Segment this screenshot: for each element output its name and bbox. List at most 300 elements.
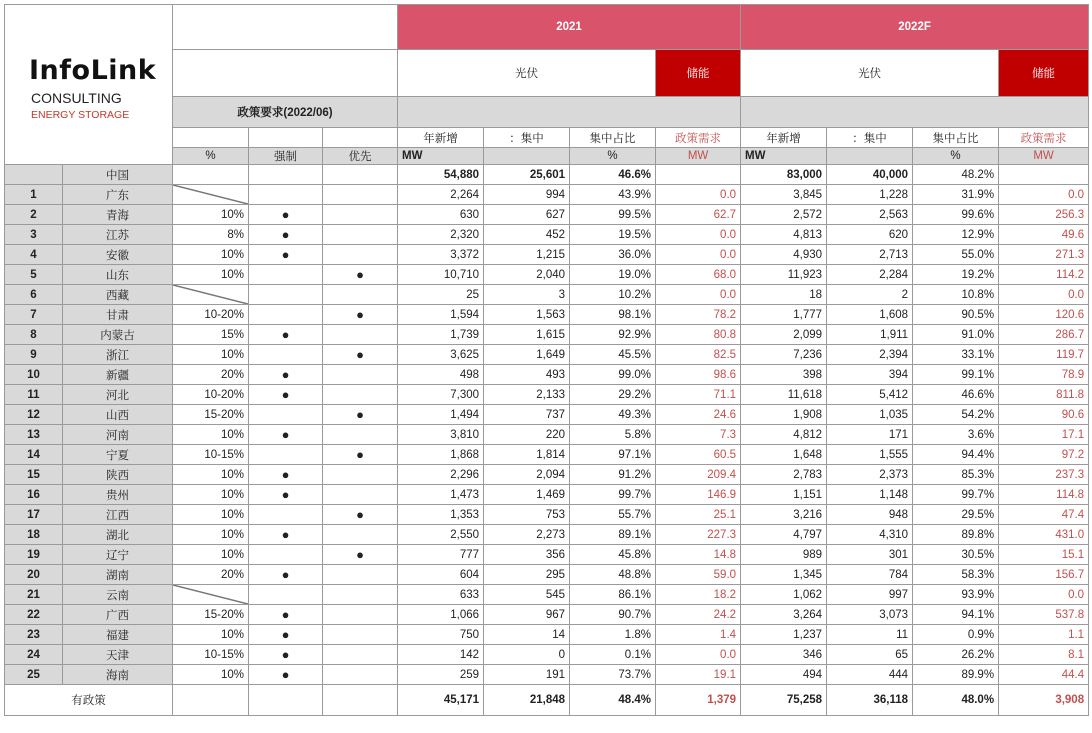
- china-2021-ratio: 46.6%: [570, 165, 656, 185]
- pv-2021-ratio: 36.0%: [570, 245, 656, 265]
- policy-pct-na: [173, 285, 249, 305]
- pv-2022-central: 948: [827, 505, 913, 525]
- row-number: 17: [5, 505, 63, 525]
- storage-2022-demand: 0.0: [999, 585, 1089, 605]
- pv-2021-new: 7,300: [398, 385, 484, 405]
- pv-2022-central: 444: [827, 665, 913, 685]
- row-number: 21: [5, 585, 63, 605]
- table-row: [5, 625, 1089, 645]
- storage-2021-demand: 1.4: [656, 625, 741, 645]
- force-marker: ●: [249, 385, 323, 405]
- storage-2021-demand: 59.0: [656, 565, 741, 585]
- pv-2021-central: 1,814: [484, 445, 570, 465]
- policy-pct: 10%: [173, 465, 249, 485]
- pv-2021-central: 2,094: [484, 465, 570, 485]
- table-row: [5, 465, 1089, 485]
- force-marker: ●: [249, 485, 323, 505]
- force-marker: [249, 405, 323, 425]
- pv-2022-central: 1,148: [827, 485, 913, 505]
- col-ratio-2021: 集中占比: [570, 128, 656, 148]
- pv-2022-central: 1,555: [827, 445, 913, 465]
- china-row: [5, 165, 1089, 185]
- unit-priority: 优先: [323, 148, 398, 165]
- pv-2021-new: 259: [398, 665, 484, 685]
- pv-2021-new: 2,296: [398, 465, 484, 485]
- force-marker: [249, 285, 323, 305]
- policy-pct: 10%: [173, 245, 249, 265]
- total-prio: [323, 685, 398, 716]
- row-number: 23: [5, 625, 63, 645]
- pv-2021-new: 498: [398, 365, 484, 385]
- table-row: [5, 405, 1089, 425]
- policy-pct: 10-15%: [173, 445, 249, 465]
- priority-marker: [323, 465, 398, 485]
- province-name: 广东: [63, 185, 173, 205]
- pv-2022-new: 1,345: [741, 565, 827, 585]
- force-marker: ●: [249, 205, 323, 225]
- force-marker: [249, 345, 323, 365]
- unit-blank-2022: [827, 148, 913, 165]
- table-row: [5, 585, 1089, 605]
- province-name: 内蒙古: [63, 325, 173, 345]
- pv-2022-ratio: 55.0%: [913, 245, 999, 265]
- pv-2022-new: 1,648: [741, 445, 827, 465]
- table-row: [5, 525, 1089, 545]
- storage-2022-demand: 271.3: [999, 245, 1089, 265]
- province-name: 新疆: [63, 365, 173, 385]
- row-number: 7: [5, 305, 63, 325]
- pv-2022-ratio: 89.8%: [913, 525, 999, 545]
- pv-2022-ratio: 58.3%: [913, 565, 999, 585]
- storage-2022-demand: 0.0: [999, 185, 1089, 205]
- storage-2021-demand: 0.0: [656, 185, 741, 205]
- pv-2022-central: 171: [827, 425, 913, 445]
- priority-marker: ●: [323, 545, 398, 565]
- table-row: [5, 605, 1089, 625]
- table-row: [5, 645, 1089, 665]
- pv-2021-central: 2,273: [484, 525, 570, 545]
- storage-2022-demand: 47.4: [999, 505, 1089, 525]
- row-number: 13: [5, 425, 63, 445]
- pv-2021-central: 627: [484, 205, 570, 225]
- pv-2022-central: 1,608: [827, 305, 913, 325]
- priority-marker: [323, 605, 398, 625]
- pv-2021-central: 1,649: [484, 345, 570, 365]
- policy-pct: 15%: [173, 325, 249, 345]
- row-number: 19: [5, 545, 63, 565]
- blank-header: [173, 5, 398, 50]
- pv-2021-central: 1,469: [484, 485, 570, 505]
- table-row: [5, 205, 1089, 225]
- col-demand-2022: 政策需求: [999, 128, 1089, 148]
- policy-requirement-header: 政策要求(2022/06): [173, 97, 398, 128]
- priority-marker: [323, 365, 398, 385]
- china-2022-central: 40,000: [827, 165, 913, 185]
- diagonal-slash: [173, 285, 248, 304]
- pv-2021-central: 1,563: [484, 305, 570, 325]
- row-number: 20: [5, 565, 63, 585]
- priority-marker: ●: [323, 265, 398, 285]
- storage-2021-demand: 209.4: [656, 465, 741, 485]
- storage-2022-demand: 90.6: [999, 405, 1089, 425]
- total-2021-new: 45,171: [398, 685, 484, 716]
- force-marker: ●: [249, 625, 323, 645]
- pv-2022-ratio: 54.2%: [913, 405, 999, 425]
- province-name: 安徽: [63, 245, 173, 265]
- storage-2021-demand: 60.5: [656, 445, 741, 465]
- pv-2021-central: 1,215: [484, 245, 570, 265]
- storage-2022-demand: 237.3: [999, 465, 1089, 485]
- storage-2021-demand: 78.2: [656, 305, 741, 325]
- force-marker: ●: [249, 605, 323, 625]
- pv-2022-ratio: 46.6%: [913, 385, 999, 405]
- storage-2021-demand: 14.8: [656, 545, 741, 565]
- province-name: 天津: [63, 645, 173, 665]
- storage-2022-demand: 49.6: [999, 225, 1089, 245]
- pv-2022-ratio: 89.9%: [913, 665, 999, 685]
- storage-2022-demand: 114.8: [999, 485, 1089, 505]
- pv-2022-header: 光伏: [741, 50, 999, 97]
- force-marker: [249, 445, 323, 465]
- table-row: [5, 225, 1089, 245]
- pv-2022-ratio: 10.8%: [913, 285, 999, 305]
- pv-2021-new: 1,868: [398, 445, 484, 465]
- pv-2021-ratio: 29.2%: [570, 385, 656, 405]
- pv-2022-central: 1,035: [827, 405, 913, 425]
- table-row: [5, 305, 1089, 325]
- policy-pct: 10-20%: [173, 385, 249, 405]
- pv-2022-new: 3,216: [741, 505, 827, 525]
- force-marker: ●: [249, 245, 323, 265]
- pv-2021-header: 光伏: [398, 50, 656, 97]
- policy-pct: 10%: [173, 485, 249, 505]
- pv-2021-central: 1,615: [484, 325, 570, 345]
- china-2021-demand: [656, 165, 741, 185]
- pv-2021-ratio: 73.7%: [570, 665, 656, 685]
- pv-2022-ratio: 33.1%: [913, 345, 999, 365]
- storage-2021-demand: 146.9: [656, 485, 741, 505]
- table-row: [5, 665, 1089, 685]
- province-name: 山西: [63, 405, 173, 425]
- pv-2022-central: 2,563: [827, 205, 913, 225]
- pv-2021-ratio: 43.9%: [570, 185, 656, 205]
- unit-pct: %: [173, 148, 249, 165]
- province-name: 河南: [63, 425, 173, 445]
- policy-pct: 10%: [173, 265, 249, 285]
- force-marker: ●: [249, 425, 323, 445]
- row-number: 25: [5, 665, 63, 685]
- province-name: 河北: [63, 385, 173, 405]
- province-name: 浙江: [63, 345, 173, 365]
- pv-2022-new: 989: [741, 545, 827, 565]
- pv-2022-ratio: 93.9%: [913, 585, 999, 605]
- row-number: 22: [5, 605, 63, 625]
- priority-marker: [323, 565, 398, 585]
- priority-marker: [323, 665, 398, 685]
- priority-marker: [323, 285, 398, 305]
- col-new-2021: 年新增: [398, 128, 484, 148]
- province-name: 湖北: [63, 525, 173, 545]
- storage-policy-table: [4, 4, 1089, 716]
- force-marker: ●: [249, 565, 323, 585]
- pv-2021-ratio: 98.1%: [570, 305, 656, 325]
- pv-2021-central: 493: [484, 365, 570, 385]
- blank-sub-1: [173, 128, 249, 148]
- pv-2022-central: 2,713: [827, 245, 913, 265]
- blank-header-2: [173, 50, 398, 97]
- province-name: 辽宁: [63, 545, 173, 565]
- pv-2022-ratio: 94.1%: [913, 605, 999, 625]
- storage-2021-demand: 0.0: [656, 225, 741, 245]
- pv-2022-central: 301: [827, 545, 913, 565]
- pv-2022-new: 11,923: [741, 265, 827, 285]
- priority-marker: ●: [323, 445, 398, 465]
- col-demand-2021: 政策需求: [656, 128, 741, 148]
- pv-2022-ratio: 26.2%: [913, 645, 999, 665]
- province-rows: [5, 185, 1089, 685]
- row-number: 12: [5, 405, 63, 425]
- storage-2021-demand: 98.6: [656, 365, 741, 385]
- pv-2021-ratio: 91.2%: [570, 465, 656, 485]
- pv-2022-ratio: 12.9%: [913, 225, 999, 245]
- unit-mw-2021: MW: [398, 148, 484, 165]
- row-number: 15: [5, 465, 63, 485]
- pv-2022-new: 11,618: [741, 385, 827, 405]
- row-number: 8: [5, 325, 63, 345]
- pv-2021-new: 750: [398, 625, 484, 645]
- pv-2022-ratio: 29.5%: [913, 505, 999, 525]
- pv-2021-ratio: 49.3%: [570, 405, 656, 425]
- pv-2022-central: 2,373: [827, 465, 913, 485]
- pv-2021-new: 1,494: [398, 405, 484, 425]
- force-marker: ●: [249, 525, 323, 545]
- blank-sub-2: [249, 128, 323, 148]
- policy-pct: 10%: [173, 625, 249, 645]
- policy-pct: 15-20%: [173, 405, 249, 425]
- pv-2021-central: 753: [484, 505, 570, 525]
- policy-pct: 10-15%: [173, 645, 249, 665]
- logo-subtitle: CONSULTING: [31, 90, 122, 106]
- pv-2022-new: 2,572: [741, 205, 827, 225]
- force-marker: [249, 585, 323, 605]
- table-row: [5, 365, 1089, 385]
- pv-2021-ratio: 99.7%: [570, 485, 656, 505]
- pv-2021-new: 604: [398, 565, 484, 585]
- policy-pct-na: [173, 585, 249, 605]
- pv-2021-ratio: 99.0%: [570, 365, 656, 385]
- china-force: [249, 165, 323, 185]
- pv-2021-new: 3,625: [398, 345, 484, 365]
- province-name: 海南: [63, 665, 173, 685]
- pv-2022-ratio: 3.6%: [913, 425, 999, 445]
- storage-2022-demand: 78.9: [999, 365, 1089, 385]
- priority-marker: [323, 645, 398, 665]
- pv-2022-new: 1,151: [741, 485, 827, 505]
- pv-2022-ratio: 99.1%: [913, 365, 999, 385]
- storage-2021-demand: 62.7: [656, 205, 741, 225]
- row-number: 3: [5, 225, 63, 245]
- year-2022f-header: 2022F: [741, 5, 1089, 50]
- pv-2022-new: 3,845: [741, 185, 827, 205]
- row-number: 9: [5, 345, 63, 365]
- storage-2022-demand: 256.3: [999, 205, 1089, 225]
- policy-pct: 10%: [173, 665, 249, 685]
- storage-2021-demand: 68.0: [656, 265, 741, 285]
- policy-pct: 20%: [173, 565, 249, 585]
- pv-2022-central: 5,412: [827, 385, 913, 405]
- province-name: 云南: [63, 585, 173, 605]
- province-name: 贵州: [63, 485, 173, 505]
- pv-2022-new: 4,930: [741, 245, 827, 265]
- pv-2021-ratio: 92.9%: [570, 325, 656, 345]
- force-marker: [249, 185, 323, 205]
- pv-2021-central: 3: [484, 285, 570, 305]
- storage-2022-demand: 1.1: [999, 625, 1089, 645]
- pv-2021-new: 10,710: [398, 265, 484, 285]
- row-number: 5: [5, 265, 63, 285]
- pv-2021-ratio: 97.1%: [570, 445, 656, 465]
- unit-mw-red-2021: MW: [656, 148, 741, 165]
- table-row: [5, 185, 1089, 205]
- priority-marker: [323, 625, 398, 645]
- policy-pct: 15-20%: [173, 605, 249, 625]
- china-2021-central: 25,601: [484, 165, 570, 185]
- logo-block: [5, 5, 173, 165]
- province-name: 福建: [63, 625, 173, 645]
- pv-2022-ratio: 85.3%: [913, 465, 999, 485]
- table-row: [5, 485, 1089, 505]
- storage-2022-demand: 97.2: [999, 445, 1089, 465]
- pv-2021-central: 14: [484, 625, 570, 645]
- pv-2022-central: 784: [827, 565, 913, 585]
- pv-2021-new: 1,066: [398, 605, 484, 625]
- storage-2021-demand: 24.2: [656, 605, 741, 625]
- logo-tagline: ENERGY STORAGE: [31, 109, 130, 121]
- table-row: [5, 285, 1089, 305]
- province-name: 广西: [63, 605, 173, 625]
- row-number: 24: [5, 645, 63, 665]
- unit-mw-2022: MW: [741, 148, 827, 165]
- unit-force: 强制: [249, 148, 323, 165]
- pv-2022-ratio: 19.2%: [913, 265, 999, 285]
- priority-marker: [323, 585, 398, 605]
- force-marker: ●: [249, 225, 323, 245]
- pv-2021-ratio: 1.8%: [570, 625, 656, 645]
- pv-2021-ratio: 10.2%: [570, 285, 656, 305]
- pv-2022-central: 4,310: [827, 525, 913, 545]
- policy-pct: 20%: [173, 365, 249, 385]
- storage-2022-demand: 120.6: [999, 305, 1089, 325]
- pv-2022-central: 11: [827, 625, 913, 645]
- storage-2022-demand: 286.7: [999, 325, 1089, 345]
- pv-2021-central: 545: [484, 585, 570, 605]
- row-number: 2: [5, 205, 63, 225]
- province-name: 陕西: [63, 465, 173, 485]
- priority-marker: [323, 525, 398, 545]
- china-2022-ratio: 48.2%: [913, 165, 999, 185]
- force-marker: [249, 545, 323, 565]
- province-name: 江西: [63, 505, 173, 525]
- pv-2021-ratio: 45.5%: [570, 345, 656, 365]
- policy-pct: 10%: [173, 205, 249, 225]
- pv-2022-ratio: 94.4%: [913, 445, 999, 465]
- total-2021-demand: 1,379: [656, 685, 741, 716]
- storage-2021-demand: 25.1: [656, 505, 741, 525]
- china-name: 中国: [63, 165, 173, 185]
- row-number: 10: [5, 365, 63, 385]
- pv-2021-new: 777: [398, 545, 484, 565]
- pv-2021-new: 3,810: [398, 425, 484, 445]
- storage-2022-demand: 0.0: [999, 285, 1089, 305]
- pv-2022-central: 394: [827, 365, 913, 385]
- force-marker: [249, 265, 323, 285]
- pv-2021-new: 1,739: [398, 325, 484, 345]
- col-new-2022: 年新增: [741, 128, 827, 148]
- policy-pct: 10%: [173, 545, 249, 565]
- pv-2021-new: 630: [398, 205, 484, 225]
- total-row: [5, 685, 1089, 716]
- priority-marker: [323, 245, 398, 265]
- storage-2021-demand: 0.0: [656, 285, 741, 305]
- pv-2022-central: 1,228: [827, 185, 913, 205]
- china-2021-new: 54,880: [398, 165, 484, 185]
- table-row: [5, 445, 1089, 465]
- pv-2022-central: 620: [827, 225, 913, 245]
- diagonal-slash: [173, 585, 248, 604]
- storage-2022-demand: 537.8: [999, 605, 1089, 625]
- china-pct: [173, 165, 249, 185]
- priority-marker: [323, 325, 398, 345]
- pv-2021-new: 2,264: [398, 185, 484, 205]
- storage-2022-demand: 8.1: [999, 645, 1089, 665]
- province-name: 宁夏: [63, 445, 173, 465]
- storage-2021-demand: 18.2: [656, 585, 741, 605]
- pv-2021-new: 142: [398, 645, 484, 665]
- pv-2022-central: 2,284: [827, 265, 913, 285]
- pv-2022-ratio: 91.0%: [913, 325, 999, 345]
- row-number: 11: [5, 385, 63, 405]
- table-row: [5, 245, 1089, 265]
- priority-marker: [323, 485, 398, 505]
- storage-2021-demand: 19.1: [656, 665, 741, 685]
- pv-2021-ratio: 19.5%: [570, 225, 656, 245]
- storage-2021-demand: 24.6: [656, 405, 741, 425]
- total-2022-central: 36,118: [827, 685, 913, 716]
- unit-mw-red-2022: MW: [999, 148, 1089, 165]
- china-2022-new: 83,000: [741, 165, 827, 185]
- priority-marker: [323, 385, 398, 405]
- storage-2022-demand: 156.7: [999, 565, 1089, 585]
- table-row: [5, 385, 1089, 405]
- pv-2022-new: 1,777: [741, 305, 827, 325]
- pv-2021-ratio: 90.7%: [570, 605, 656, 625]
- pv-2022-ratio: 30.5%: [913, 545, 999, 565]
- pv-2021-new: 1,473: [398, 485, 484, 505]
- total-pct: [173, 685, 249, 716]
- storage-2021-demand: 71.1: [656, 385, 741, 405]
- pv-2022-central: 65: [827, 645, 913, 665]
- policy-pct: 10%: [173, 345, 249, 365]
- province-name: 江苏: [63, 225, 173, 245]
- storage-2022-demand: 119.7: [999, 345, 1089, 365]
- pv-2021-ratio: 5.8%: [570, 425, 656, 445]
- total-2021-central: 21,848: [484, 685, 570, 716]
- total-force: [249, 685, 323, 716]
- pv-2022-new: 4,813: [741, 225, 827, 245]
- table-row: [5, 505, 1089, 525]
- pv-2021-new: 1,594: [398, 305, 484, 325]
- pv-2021-central: 0: [484, 645, 570, 665]
